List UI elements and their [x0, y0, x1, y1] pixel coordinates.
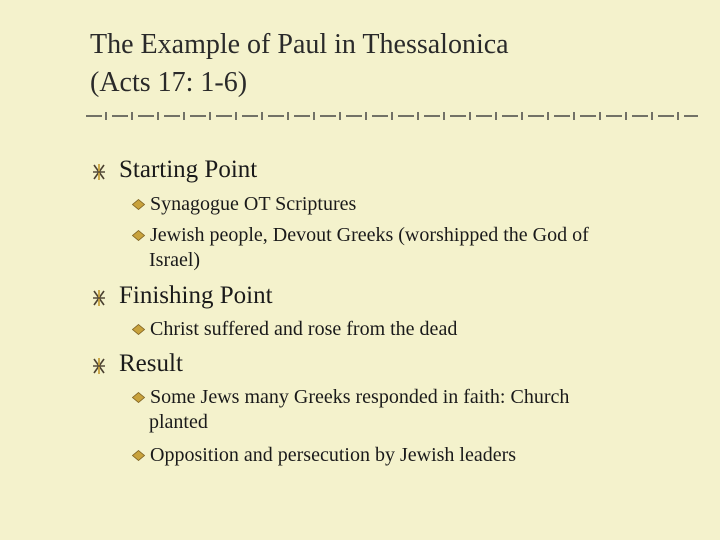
asterisk-cross-icon: [92, 289, 106, 307]
list-item-line: Opposition and persecution by Jewish leaders: [150, 444, 517, 466]
list-item-line: Some Jews many Greeks responded in faith: Church: [150, 386, 570, 408]
list-item-line: Christ suffered and rose from the dead: [150, 318, 458, 340]
diamond-bullet-icon: [132, 199, 145, 210]
diamond-bullet-icon: [132, 392, 145, 403]
list-item-text: [150, 317, 690, 342]
list-item-line: Synagogue OT Scriptures: [150, 193, 357, 215]
list-item-text: [150, 192, 690, 217]
asterisk-cross-icon: [92, 357, 106, 375]
list-item-line: planted: [149, 411, 208, 433]
title-line-2: (Acts 17: 1-6): [90, 67, 248, 98]
diamond-bullet-icon: [132, 324, 145, 335]
section-heading-label: Finishing Point: [119, 282, 273, 309]
diamond-bullet-icon: [132, 450, 145, 461]
list-item-line: Israel): [149, 249, 201, 271]
title-line-1: The Example of Paul in Thessalonica: [90, 29, 509, 60]
section-heading-label: Starting Point: [119, 156, 258, 183]
section-heading-label: Result: [119, 350, 183, 377]
list-item-text: [150, 223, 690, 273]
asterisk-cross-icon: [92, 163, 106, 181]
diamond-bullet-icon: [132, 230, 145, 241]
list-item-line: Jewish people, Devout Greeks (worshipped the God of: [150, 224, 589, 246]
list-item-text: [150, 443, 690, 468]
list-item-text: [150, 385, 690, 435]
